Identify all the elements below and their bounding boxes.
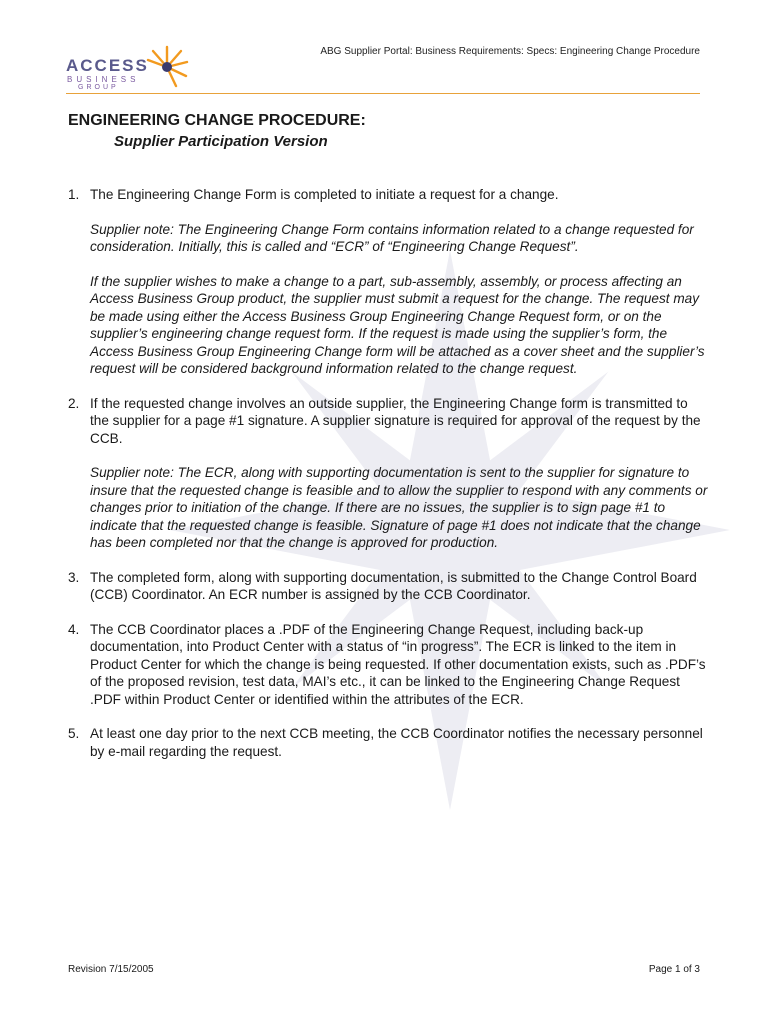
supplier-note: Supplier note: The ECR, along with supporting documentation is sent to the supplier for signature to insure that the requested change is feasible and to allow the supplier to respond with any comments or changes prior to initiation of the change. If there are no issues, the supplier is to sign page #1 to indicate that the requested change is feasible. Signature of page #1 does not indicate that the change has been completed nor that the change is approved for production. <box>90 465 708 550</box>
supplier-note: Supplier note: The Engineering Change Form contains information related to a change requested for consideration. Initially, this is called and “ECR” of “Engineering Change Request”. <box>90 221 694 254</box>
step-number: 3. <box>68 569 80 585</box>
step-body <box>90 725 708 760</box>
step-body <box>90 395 708 552</box>
page-subtitle: Supplier Participation Version <box>114 133 328 150</box>
revision-date: Revision 7/15/2005 <box>68 964 154 975</box>
step-number: 4. <box>68 621 80 637</box>
step-text: The CCB Coordinator places a .PDF of the Engineering Change Request, including back-up documentation, into Product Center with a status of “in progress”. The ECR is linked to the item in Product Center for which the change is being requested. If other documentation exists, such as .PDF’s of the proposed revision, test data, MAI’s etc., it can be linked to the Engineering Change Request .PDF within Product Center or identified within the attributes of the ECR. <box>90 621 706 707</box>
procedure-step <box>68 725 708 760</box>
step-body <box>90 621 708 709</box>
step-body <box>90 186 708 378</box>
logo-word: ACCESS <box>66 56 149 75</box>
step-text: The completed form, along with supporting documentation, is submitted to the Change Control Board (CCB) Coordinator. An ECR number is assigned by the CCB Coordinator. <box>90 569 697 602</box>
logo-sub: BUSINESS <box>67 75 140 84</box>
page-title: ENGINEERING CHANGE PROCEDURE: <box>68 112 366 129</box>
step-body <box>90 569 708 604</box>
page-number: Page 1 of 3 <box>648 964 700 975</box>
step-number: 5. <box>68 726 80 741</box>
procedure-list <box>68 186 708 777</box>
header-divider <box>66 93 700 94</box>
access-business-group-logo <box>66 48 206 104</box>
header-breadcrumb: ABG Supplier Portal: Business Requirements: Specs: Engineering Change Procedure <box>320 46 700 57</box>
step-text: At least one day prior to the next CCB meeting, the CCB Coordinator notifies the necessary personnel by e-mail regarding the request. <box>90 726 703 759</box>
procedure-step <box>68 186 708 378</box>
step-text: If the requested change involves an outside supplier, the Engineering Change form is transmitted to the supplier for a page #1 signature. A supplier signature is required for approval of the request by the CCB. <box>90 395 701 446</box>
step-text: The Engineering Change Form is completed to initiate a request for a change. <box>90 187 559 202</box>
procedure-step <box>68 395 708 552</box>
procedure-step <box>68 621 708 709</box>
step-number: 1. <box>68 187 80 202</box>
step-number: 2. <box>68 395 80 411</box>
sunburst-icon <box>144 44 190 90</box>
logo-sub2: GROUP <box>78 84 119 91</box>
procedure-step <box>68 569 708 604</box>
supplier-note: If the supplier wishes to make a change to a part, sub-assembly, assembly, or process affecting an Access Business Group product, the supplier must submit a request for the change. The request may be made using either the Access Business Group Engineering Change Request form, or on the supplier’s engineering change request form. If the request is made using the supplier’s form, the Access Business Group Engineering Change form will be attached as a cover sheet and the supplier’s request will be considered background information related to the change request. <box>90 273 705 376</box>
